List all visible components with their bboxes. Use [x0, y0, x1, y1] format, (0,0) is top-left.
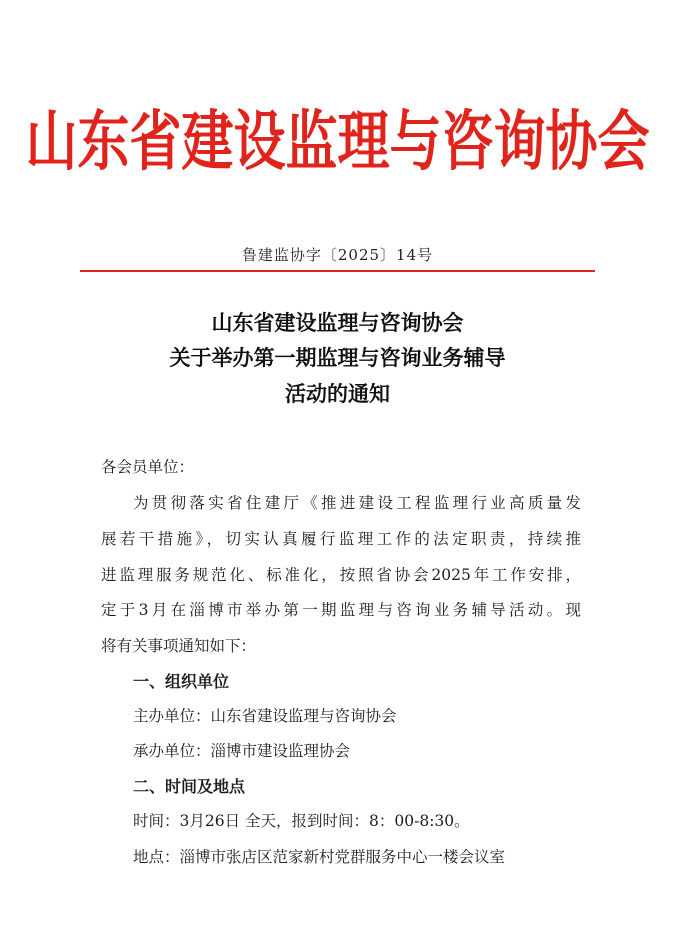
intro-line-3: 进监理服务规范化、标准化，按照省协会2025年工作安排， — [101, 566, 581, 584]
intro-line-2: 展若干措施》，切实认真履行监理工作的法定职责，持续推 — [101, 530, 581, 548]
title-line-3: 活动的通知 — [285, 382, 390, 406]
organizer-unit: 承办单位：淄博市建设监理协会 — [133, 742, 351, 760]
event-time: 时间：3月26日 全天，报到时间：8：00-8:30。 — [133, 812, 470, 830]
title-line-1: 山东省建设监理与咨询协会 — [211, 311, 464, 335]
intro-line-1: 为贯彻落实省住建厅《推进建设工程监理行业高质量发 — [133, 494, 581, 512]
document-number: 鲁建监协字〔2025〕14号 — [241, 246, 434, 264]
red-divider — [80, 270, 595, 272]
intro-line-5: 将有关事项通知如下： — [101, 637, 257, 655]
section-heading-organizers: 一、组织单位 — [133, 672, 230, 691]
salutation: 各会员单位： — [101, 458, 195, 476]
org-letterhead: 山东省建设监理与咨询协会 — [25, 104, 650, 180]
event-place: 地点：淄博市张店区范家新村党群服务中心一楼会议室 — [133, 848, 506, 866]
host-unit: 主办单位：山东省建设监理与咨询协会 — [133, 707, 397, 725]
section-heading-time-place: 二、时间及地点 — [133, 777, 246, 796]
title-line-2: 关于举办第一期监理与咨询业务辅导 — [169, 346, 506, 370]
intro-line-4: 定于3月在淄博市举办第一期监理与咨询业务辅导活动。现 — [101, 601, 581, 619]
